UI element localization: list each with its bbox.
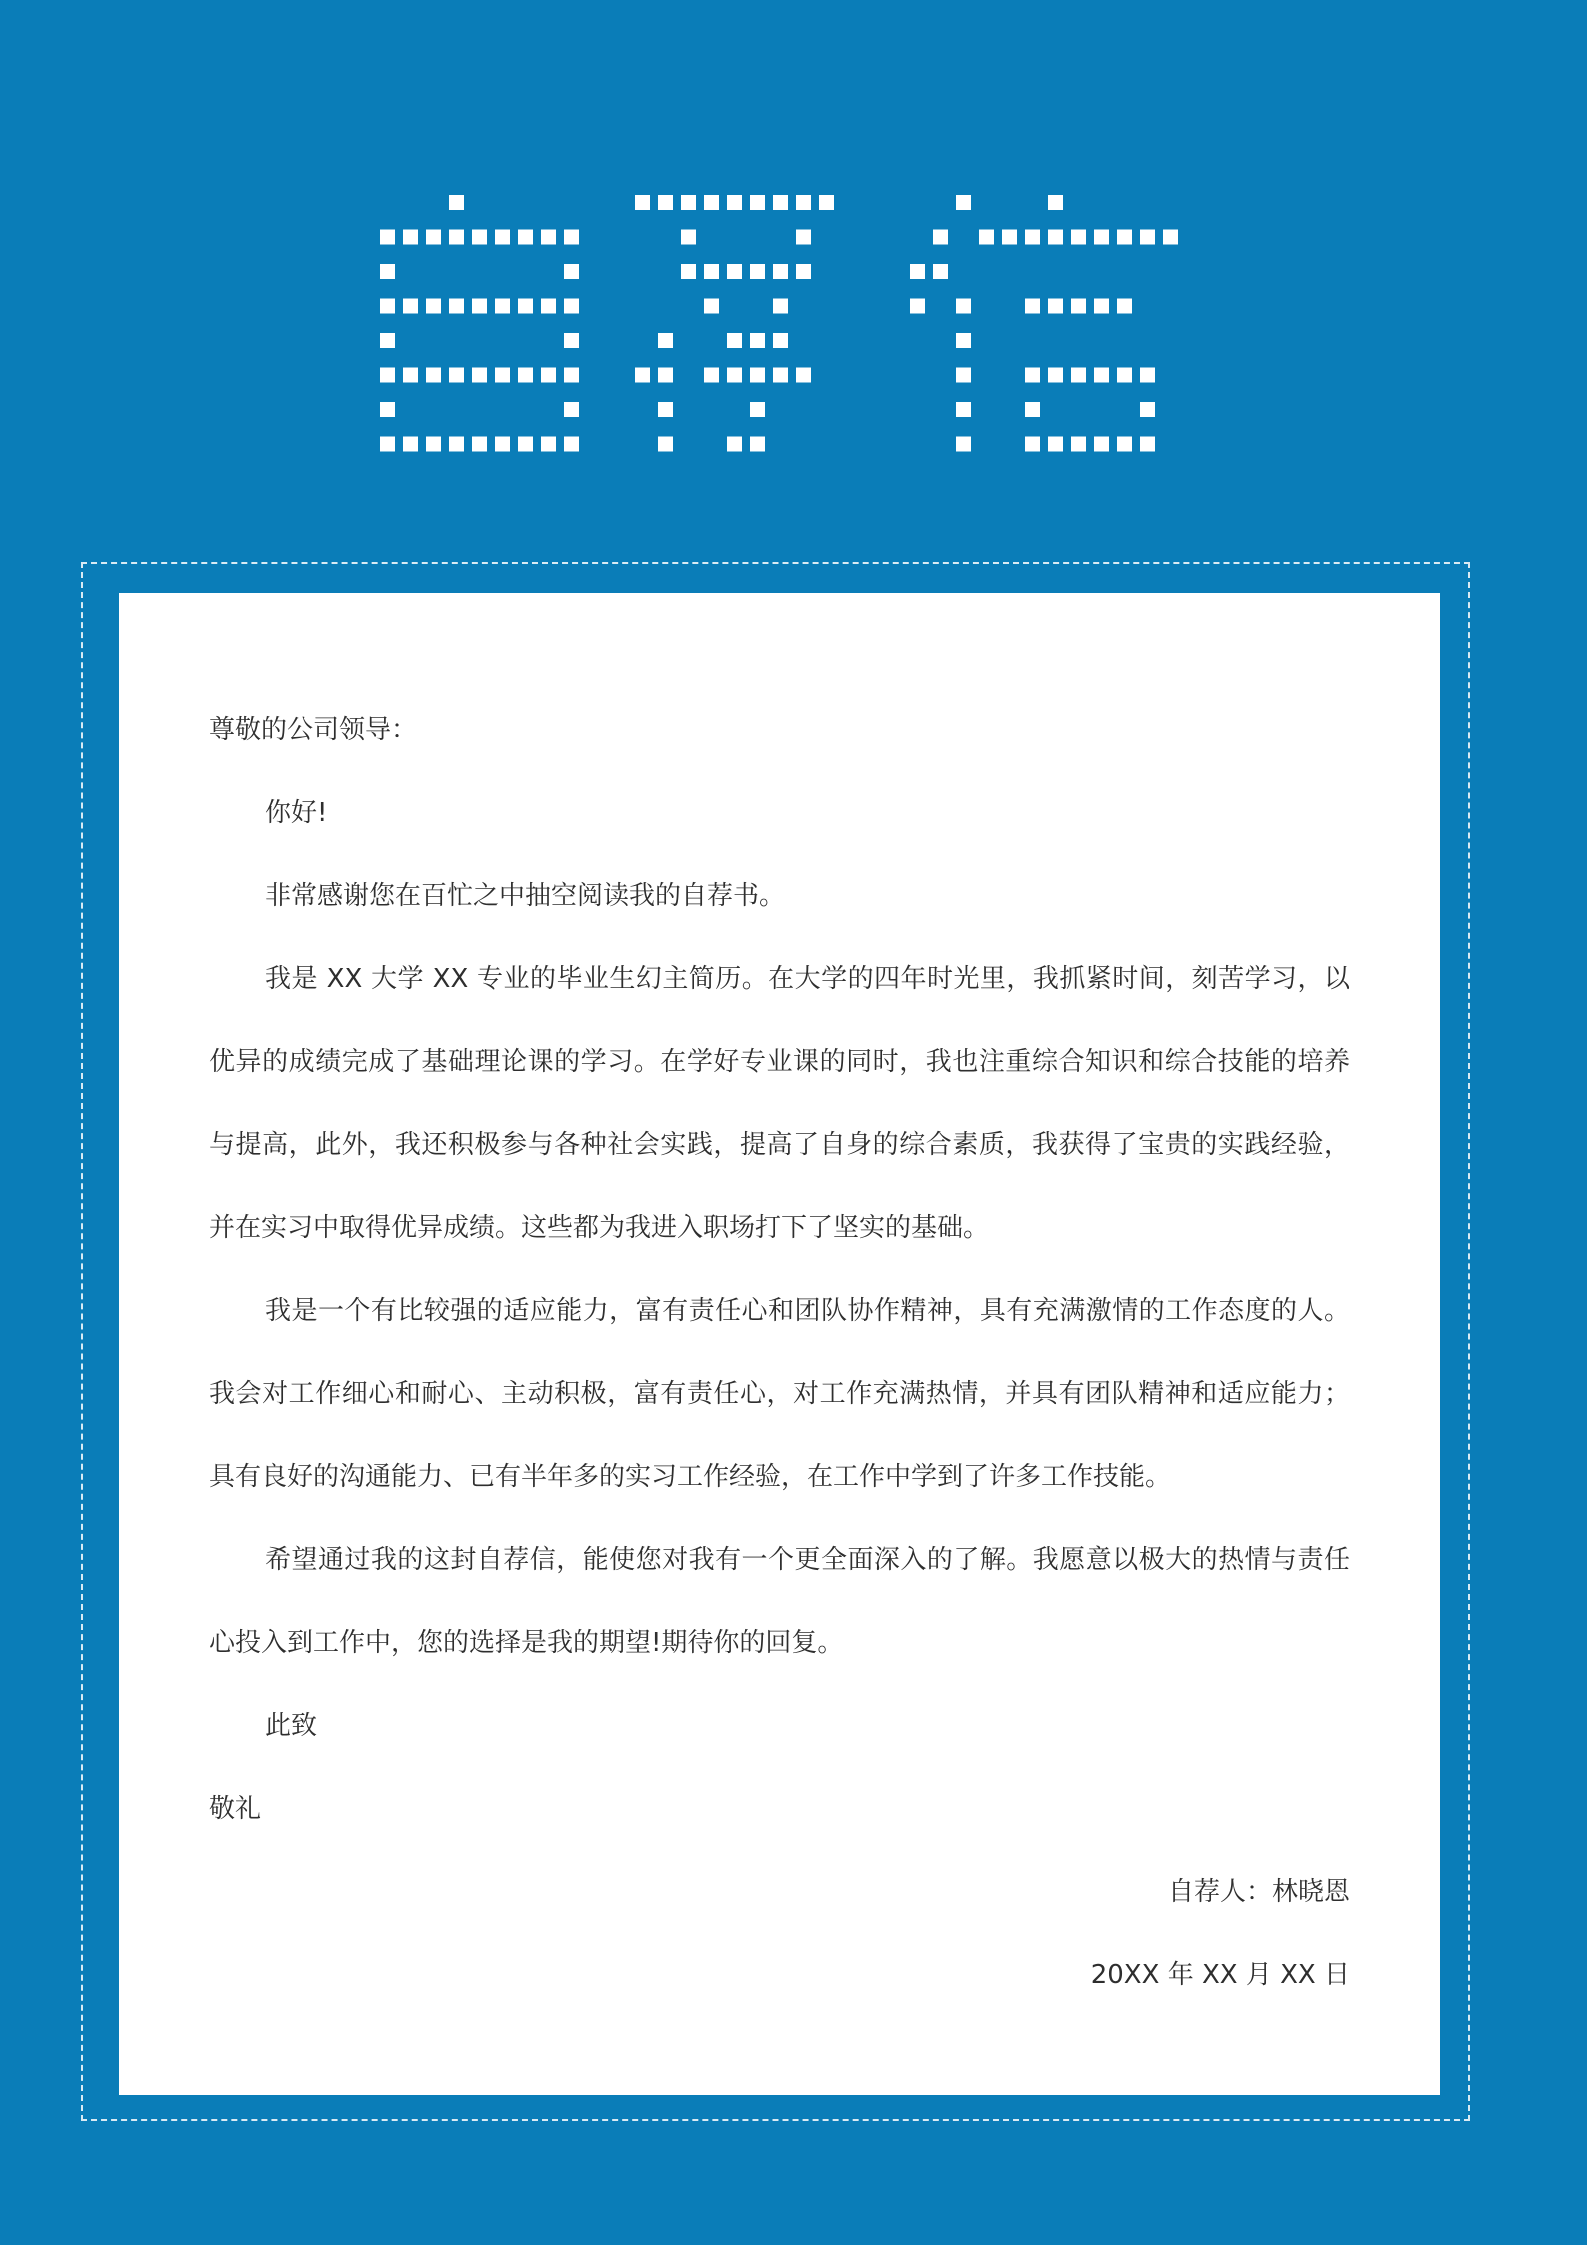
title-dot: [403, 299, 418, 314]
title-dot: [380, 299, 395, 314]
title-dot: [956, 368, 971, 383]
title-dot: [681, 264, 696, 279]
title-dot: [1117, 299, 1132, 314]
title-dot: [449, 195, 464, 210]
title-dot: [1002, 230, 1017, 245]
title-dot: [403, 437, 418, 452]
title-dot: [681, 230, 696, 245]
title-dot: [956, 333, 971, 348]
title-dot: [681, 195, 696, 210]
title-dot: [564, 299, 579, 314]
title-dot: [1117, 368, 1132, 383]
title-dot: [472, 437, 487, 452]
title-dot: [658, 368, 673, 383]
title-dot: [750, 333, 765, 348]
title-dot: [956, 299, 971, 314]
title-dot: [1048, 368, 1063, 383]
title-dot: [658, 402, 673, 417]
title-dot: [472, 299, 487, 314]
title-dot: [1025, 299, 1040, 314]
title-dot: [635, 368, 650, 383]
paragraph-1: 非常感谢您在百忙之中抽空阅读我的自荐书。: [265, 881, 786, 911]
title-dot: [1048, 299, 1063, 314]
title-dot: [773, 195, 788, 210]
title-area: [0, 150, 1587, 490]
title-dot: [727, 264, 742, 279]
title-dot: [796, 368, 811, 383]
title-dot: [518, 230, 533, 245]
paragraph-2: 我是 XX 大学 XX 专业的毕业生幻主简历。在大学的四年时光里，我抓紧时间，刻苦学习，以优异的成绩完成了基础理论课的学习。在学好专业课的同时，我也注重综合知识和综合技能的培养与提高，此外，我还积极参与各种社会实践，提高了自身的综合素质，我获得了宝贵的实践经验，并在实习中取得优异成绩。这些都为我进入职场打下了坚实的基础。: [209, 964, 1350, 1243]
title-dot: [472, 230, 487, 245]
title-dot: [403, 230, 418, 245]
title-dot: [449, 230, 464, 245]
title-dot: [773, 333, 788, 348]
title-dot: [518, 368, 533, 383]
title-dot: [658, 195, 673, 210]
title-dot: [956, 402, 971, 417]
title-dot: [1025, 402, 1040, 417]
paragraph-3: 我是一个有比较强的适应能力，富有责任心和团队协作精神，具有充满激情的工作态度的人。我会对工作细心和耐心、主动积极，富有责任心，对工作充满热情，并具有团队精神和适应能力；具有良好的沟通能力、已有半年多的实习工作经验，在工作中学到了许多工作技能。: [209, 1296, 1350, 1492]
title-dot: [1140, 437, 1155, 452]
title-dot: [564, 368, 579, 383]
title-dot: [1140, 230, 1155, 245]
closing-line-2: 敬礼: [209, 1794, 262, 1824]
title-dot: [773, 368, 788, 383]
title-dot: [1048, 195, 1063, 210]
title-dot: [1094, 299, 1109, 314]
title-dot: [704, 264, 719, 279]
closing-line-1: 此致: [265, 1711, 318, 1741]
title-dot: [564, 402, 579, 417]
title-dot: [380, 437, 395, 452]
title-dot: [704, 299, 719, 314]
title-dot: [750, 368, 765, 383]
title-dot: [541, 299, 556, 314]
title-dot: [979, 230, 994, 245]
title-dot: [1071, 299, 1086, 314]
title-dot: [635, 195, 650, 210]
title-dot: [1163, 230, 1178, 245]
title-dot: [564, 333, 579, 348]
title-dot: [1025, 437, 1040, 452]
title-dot: [727, 333, 742, 348]
title-dot: [1094, 368, 1109, 383]
title-dot: [1094, 437, 1109, 452]
title-dot: [426, 368, 441, 383]
title-dot: [518, 299, 533, 314]
title-dot: [1094, 230, 1109, 245]
title-dot: [449, 437, 464, 452]
title-dot: [541, 368, 556, 383]
title-dot: [1071, 368, 1086, 383]
title-dot: [518, 437, 533, 452]
title-dot: [1048, 437, 1063, 452]
title-dot: [541, 230, 556, 245]
title-dot: [819, 195, 834, 210]
title-dot: [773, 264, 788, 279]
title-dot: [564, 230, 579, 245]
title-dot: [495, 368, 510, 383]
title-dot: [910, 299, 925, 314]
title-dot: [704, 195, 719, 210]
title-dot: [449, 368, 464, 383]
title-dot: [773, 299, 788, 314]
title-dot: [495, 299, 510, 314]
title-dot: [956, 437, 971, 452]
title-dot: [426, 437, 441, 452]
letter-paper: [119, 593, 1440, 2095]
title-dot: [1117, 230, 1132, 245]
title-dot: [1140, 368, 1155, 383]
title-dot: [380, 368, 395, 383]
title-dot: [380, 333, 395, 348]
title-dot: [727, 437, 742, 452]
greeting: 你好!: [265, 798, 328, 828]
title-dot: [495, 437, 510, 452]
title-dot: [658, 437, 673, 452]
title-dot: [564, 264, 579, 279]
title-dot: [750, 437, 765, 452]
pixel-title-graphic: [380, 195, 1200, 485]
title-dot: [541, 437, 556, 452]
title-dot: [933, 230, 948, 245]
title-dot: [796, 230, 811, 245]
title-dot: [704, 368, 719, 383]
title-dot: [380, 402, 395, 417]
title-dot: [1025, 230, 1040, 245]
title-dot: [750, 264, 765, 279]
title-dot: [380, 264, 395, 279]
title-dot: [564, 437, 579, 452]
title-dot: [727, 368, 742, 383]
title-dot: [727, 195, 742, 210]
title-dot: [796, 195, 811, 210]
title-dot: [1117, 437, 1132, 452]
title-dot: [910, 264, 925, 279]
title-dot: [380, 230, 395, 245]
title-dot: [956, 195, 971, 210]
salutation: 尊敬的公司领导：: [209, 715, 418, 745]
title-dot: [933, 264, 948, 279]
title-dot: [1048, 230, 1063, 245]
title-dot: [1025, 368, 1040, 383]
title-dot: [472, 368, 487, 383]
title-dot: [426, 230, 441, 245]
title-dot: [1071, 230, 1086, 245]
paragraph-4: 希望通过我的这封自荐信，能使您对我有一个更全面深入的了解。我愿意以极大的热情与责任心投入到工作中，您的选择是我的期望!期待你的回复。: [209, 1545, 1350, 1658]
title-dot: [750, 195, 765, 210]
title-dot: [1140, 402, 1155, 417]
title-dot: [750, 402, 765, 417]
title-dot: [796, 264, 811, 279]
title-dot: [449, 299, 464, 314]
title-dot: [1071, 437, 1086, 452]
date: 20XX 年 XX 月 XX 日: [1090, 1960, 1350, 1990]
title-dot: [426, 299, 441, 314]
title-dot: [495, 230, 510, 245]
title-dot: [658, 333, 673, 348]
signature: 自荐人：林晓恩: [1167, 1877, 1350, 1907]
title-dot: [403, 368, 418, 383]
